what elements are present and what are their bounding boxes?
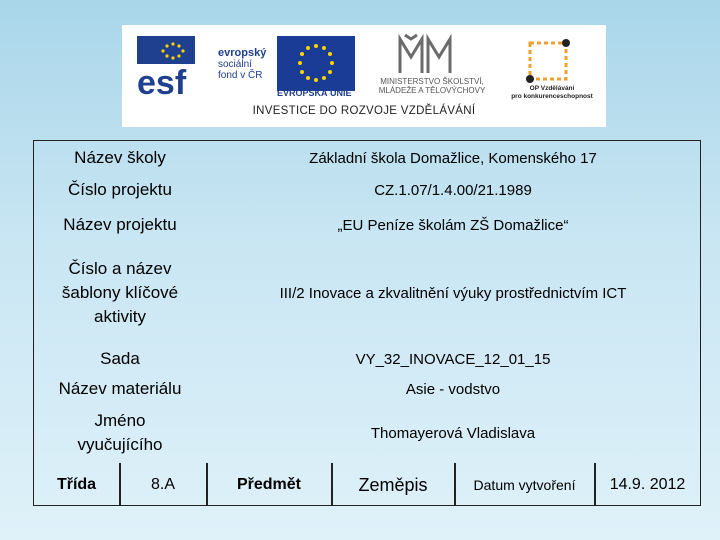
- esf-logo-icon: [137, 36, 212, 96]
- eu-flag-icon: [277, 36, 355, 91]
- material-value: Asie - vodstvo: [405, 380, 501, 398]
- op-caption-line-1: OP Vzdělávání: [529, 85, 575, 92]
- set-label: Sada: [100, 349, 140, 368]
- project-name-label: Název projektu: [63, 215, 177, 234]
- esf-line-1: evropský: [218, 47, 267, 59]
- school-label: Název školy: [74, 148, 166, 167]
- esf-line-3: fond v ČR: [218, 70, 263, 81]
- svg-text:esf: esf: [137, 64, 187, 96]
- esf-line-2: sociální: [218, 59, 252, 70]
- material-label: Název materiálu: [58, 379, 182, 398]
- op-logo-icon: [524, 37, 572, 89]
- subject-value: Zeměpis: [358, 474, 428, 495]
- date-value: 14.9. 2012: [609, 476, 686, 493]
- project-name-value: „EU Peníze školám ZŠ Domažlice“: [337, 216, 569, 234]
- template-label: Číslo a název šablony klíčové aktivity: [61, 259, 179, 326]
- eu-caption: EVROPSKÁ UNIE: [277, 88, 352, 98]
- school-value: Základní škola Domažlice, Komenského 17: [309, 149, 597, 167]
- set-value: VY_32_INOVACE_12_01_15: [355, 350, 551, 368]
- teacher-label: Jméno vyučujícího: [77, 411, 163, 454]
- msmt-caption: [362, 77, 502, 95]
- banner-title: INVESTICE DO ROZVOJE VZDĚLÁVÁNÍ: [252, 105, 476, 117]
- esf-caption: [218, 48, 266, 81]
- op-caption: [502, 85, 602, 101]
- class-value: 8.A: [150, 476, 175, 493]
- class-label: Třída: [56, 476, 97, 493]
- op-caption-line-2: pro konkurenceschopnost: [511, 93, 593, 100]
- teacher-value: Thomayerová Vladislava: [370, 424, 536, 442]
- date-label: Datum vytvoření: [473, 477, 576, 493]
- msmt-caption-line-2: MLÁDEŽE A TĚLOVÝCHOVY: [378, 86, 486, 95]
- project-number-value: CZ.1.07/1.4.00/21.1989: [374, 181, 532, 199]
- project-info-table: [33, 140, 701, 506]
- msmt-caption-line-1: MINISTERSTVO ŠKOLSTVÍ,: [380, 77, 484, 86]
- template-value: III/2 Inovace a zkvalitnění výuky prostřednictvím ICT: [279, 284, 627, 302]
- project-banner: [122, 25, 606, 127]
- subject-label: Předmět: [236, 476, 302, 493]
- project-number-label: Číslo projektu: [68, 180, 172, 199]
- msmt-logo-icon: [397, 33, 455, 77]
